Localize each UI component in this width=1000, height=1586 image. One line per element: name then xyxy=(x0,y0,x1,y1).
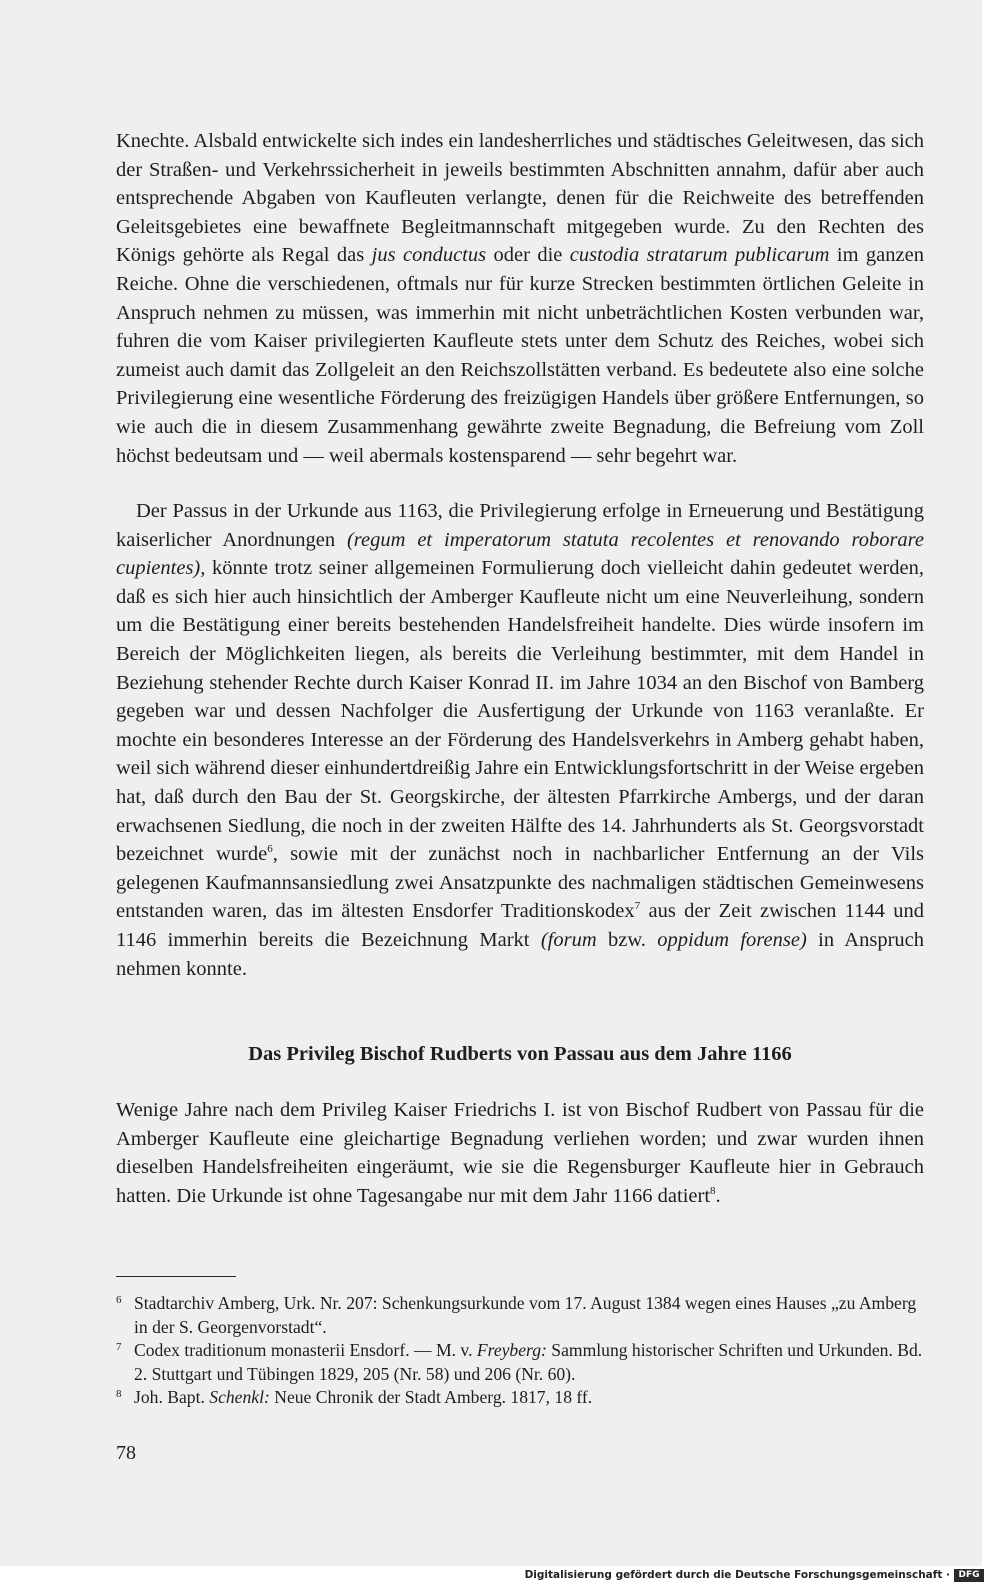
text-run: Neue Chronik der Stadt Amberg. 1817, 18 ff. xyxy=(269,1387,593,1407)
italic-text: Schenkl: xyxy=(209,1387,270,1407)
paragraph-3 xyxy=(116,1096,924,1210)
footnote-mark: 7 xyxy=(116,1341,122,1353)
italic-text: jus conductus xyxy=(371,244,487,267)
paragraph-1 xyxy=(116,127,924,470)
footnote-divider xyxy=(116,1276,236,1277)
footnote-mark: 6 xyxy=(116,1294,122,1306)
text-run: . xyxy=(715,1184,721,1207)
footnote-mark: 8 xyxy=(116,1388,122,1400)
text-run: oder die xyxy=(486,244,570,267)
digitization-footer xyxy=(0,1566,1000,1586)
italic-text: Freyberg: xyxy=(476,1340,547,1360)
footnote-text xyxy=(134,1293,916,1337)
italic-text: (forum xyxy=(540,928,597,951)
footnote-reference: 8 xyxy=(710,1184,716,1197)
footer-credit: Digitalisierung gefördert durch die Deutsche Forschungsgemeinschaft · xyxy=(524,1569,950,1581)
footnote-8 xyxy=(116,1386,924,1410)
text-run: Stadtarchiv Amberg, Urk. Nr. 207: Schenkungsurkunde vom 17. August 1384 wegen eines Hauses „zu Amberg in der S. Georgenvorstadt“. xyxy=(134,1293,917,1337)
footnote-6 xyxy=(116,1292,924,1339)
text-run: Wenige Jahre nach dem Privileg Kaiser Friedrichs I. ist von Bischof Rudbert von Passau für die Amberger Kaufleute eine gleichartige Begnadung verliehen worden; und zwar wurden ihnen dieselben Handelsfreiheiten eingeräumt, wie sie die Regensburger Kaufleute hier in Gebrauch hatten. Die Urkunde ist ohne Tagesangabe nur mit dem Jahr 1166 datiert xyxy=(116,1099,924,1207)
text-run: im ganzen Reiche. Ohne die verschiedenen, oftmals nur für kurze Strecken bestimmten örtlichen Geleite in Anspruch nehmen zu müssen, was immerhin mit nicht unbeträchtlichen Kosten verbunden war, fuhren die vom Kaiser privilegierten Kaufleute stets unter dem Schutz des Reiches, wobei sich zumeist auch damit das Zollgeleit an den Reichszollstätten verband. Es bedeutete also eine solche Privilegierung eine wesentliche Förderung des freizügigen Handels über größere Entfernungen, so wie auch die in diesem Zusammenhang gewährte zweite Begnadung, die Befreiung vom Zoll höchst bedeutsam und — weil abermals kostensparend — sehr begehrt war. xyxy=(116,244,924,467)
paragraph-2-text xyxy=(116,500,924,980)
page-number: 78 xyxy=(116,1442,136,1464)
text-run: bzw. xyxy=(596,928,658,951)
italic-text: oppidum forense) xyxy=(657,928,807,951)
text-run: Codex traditionum monasterii Ensdorf. — M. v. xyxy=(134,1340,477,1360)
text-run: Joh. Bapt. xyxy=(134,1387,210,1407)
text-run: in Anspruch nehmen konnte. xyxy=(116,928,924,980)
footnote-reference: 6 xyxy=(267,843,273,856)
footnote-text xyxy=(134,1340,922,1384)
text-run: , sowie mit der zunächst noch in nachbarlicher Entfernung an der Vils gelegenen Kaufmannsansiedlung zwei Ansatzpunkte des nachmaligen städtischen Gemeinwesens entstanden waren, das im ältesten Ensdorfer Traditionskodex xyxy=(116,843,924,923)
text-run: Sammlung historischer Schriften und Urkunden. Bd. 2. Stuttgart und Tübingen 1829, 205 (Nr. 58) und 206 (Nr. 60). xyxy=(134,1340,923,1384)
section-heading: Das Privileg Bischof Rudberts von Passau aus dem Jahre 1166 xyxy=(248,1043,792,1065)
text-run: aus der Zeit zwischen 1144 und 1146 immerhin bereits die Bezeichnung Markt xyxy=(116,900,924,951)
italic-text: (regum et imperatorum statuta recolentes et renovando roborare cupientes), xyxy=(116,528,924,580)
footnote-text xyxy=(134,1387,592,1407)
footnote-7 xyxy=(116,1339,924,1386)
dfg-logo: DFG xyxy=(954,1569,984,1582)
footnote-reference: 7 xyxy=(634,900,641,913)
text-run: Der Passus in der Urkunde aus 1163, die Privilegierung erfolge in Erneuerung und Bestätigung kaiserlicher Anordnungen xyxy=(116,500,924,551)
paragraph-2 xyxy=(116,497,924,983)
italic-text: custodia stratarum publicarum xyxy=(569,244,830,267)
text-run: könnte trotz seiner allgemeinen Formulierung doch vielleicht dahin gedeutet werden, daß es sich hier auch hinsichtlich der Amberger Kaufleute nicht um eine Neuverleihung, sondern um die Bestätigung einer bereits bestehenden Handelsfreiheit handelte. Dies würde insofern im Bereich der Möglichkeiten liegen, als bereits die Verleihung bestimmter, mit dem Handel in Beziehung stehender Rechte durch Kaiser Konrad II. im Jahre 1034 an den Bischof von Bamberg gegeben war und dessen Nachfolger die Ausfertigung der Urkunde von 1163 veranlaßte. Er mochte ein besonderes Interesse an der Förderung des Handelsverkehrs in Amberg gehabt haben, weil sich während dieser einhundertdreißig Jahre ein Entwicklungsfortschritt in der Weise ergeben hat, daß durch den Bau der St. Georgskirche, der ältesten Pfarrkirche Ambergs, und der daran erwachsenen Siedlung, die noch in der zweiten Hälfte des 14. Jahrhunderts als St. Georgsvorstadt bezeichnet wurde xyxy=(116,557,924,866)
text-run: Knechte. Alsbald entwickelte sich indes ein landesherrliches und städtisches Geleitwesen, das sich der Straßen- und Verkehrssicherheit in jeweils bestimmten Abschnitten annahm, dafür aber auch entsprechende Abgaben von Kaufleuten verlangte, denen für die Reichweite des betreffenden Geleitsgebietes eine bewaffnete Begleitmannschaft mitgegeben wurde. Zu den Rechten des Königs gehörte als Regal das xyxy=(116,130,924,267)
